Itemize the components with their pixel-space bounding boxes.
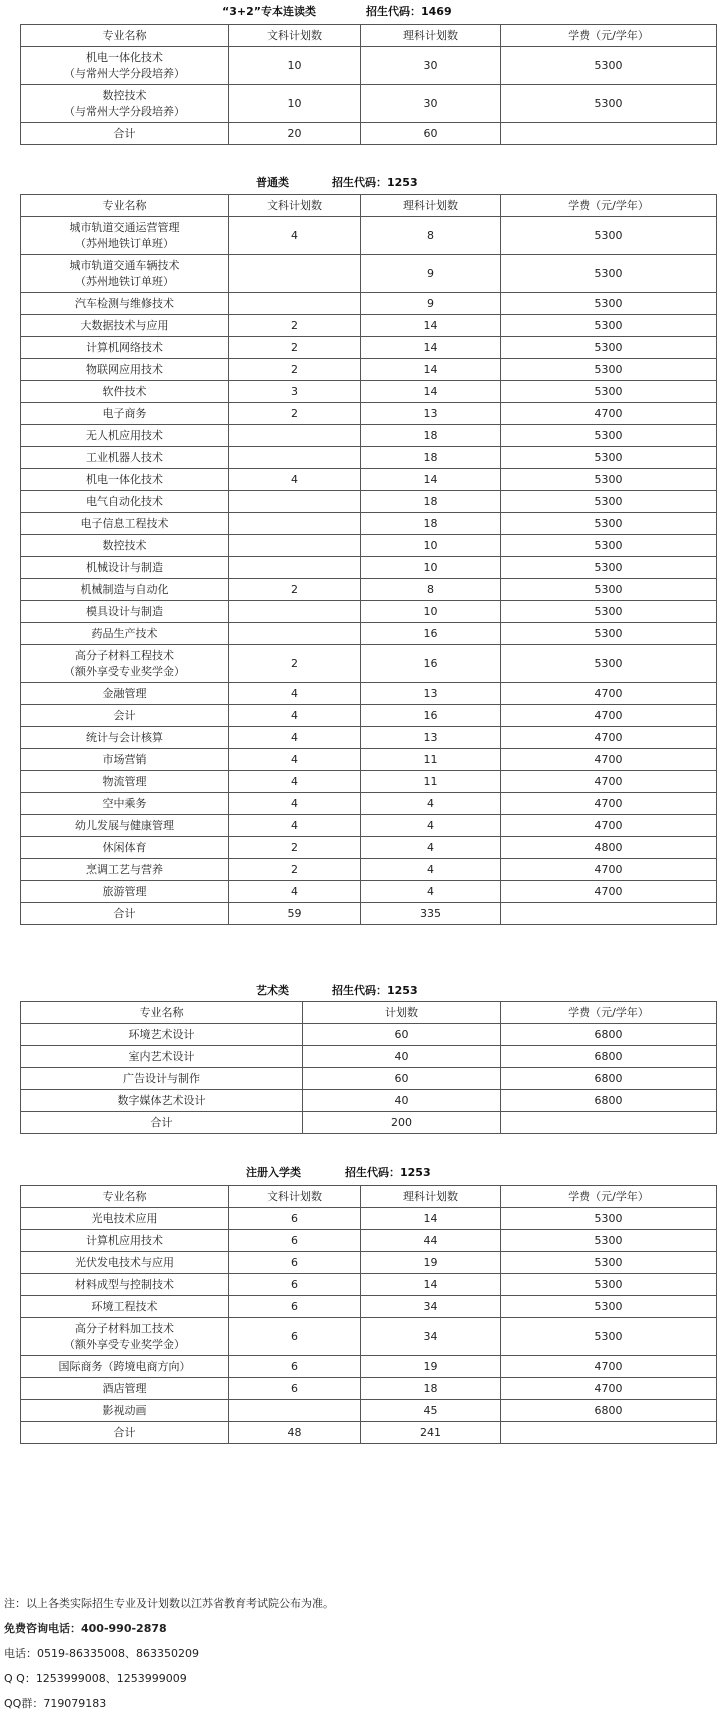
value-cell: 6 — [229, 1296, 361, 1318]
table-body — [21, 25, 717, 145]
value-cell: 11 — [361, 771, 501, 793]
major-name-cell: 计算机网络技术 — [21, 337, 229, 359]
value-cell: 10 — [229, 47, 361, 85]
value-cell: 5300 — [501, 315, 717, 337]
header-cell: 计划数 — [303, 1002, 501, 1024]
value-cell: 9 — [361, 255, 501, 293]
table-row — [21, 1230, 717, 1252]
value-cell: 5300 — [501, 579, 717, 601]
table-row — [21, 315, 717, 337]
value-cell: 4700 — [501, 749, 717, 771]
value-cell: 6800 — [501, 1068, 717, 1090]
value-cell: 6 — [229, 1356, 361, 1378]
value-cell: 14 — [361, 1274, 501, 1296]
value-cell: 4700 — [501, 793, 717, 815]
value-cell: 13 — [361, 403, 501, 425]
table-row — [21, 601, 717, 623]
value-cell: 16 — [361, 645, 501, 683]
value-cell: 4 — [229, 705, 361, 727]
value-cell: 13 — [361, 727, 501, 749]
value-cell — [229, 513, 361, 535]
value-cell: 4700 — [501, 1378, 717, 1400]
table-row — [21, 337, 717, 359]
major-name-cell: 机械制造与自动化 — [21, 579, 229, 601]
major-name-cell: 计算机应用技术 — [21, 1230, 229, 1252]
value-cell: 18 — [361, 447, 501, 469]
value-cell: 18 — [361, 491, 501, 513]
value-cell: 5300 — [501, 623, 717, 645]
table-row — [21, 123, 717, 145]
value-cell: 4 — [229, 771, 361, 793]
major-name-cell: 市场营销 — [21, 749, 229, 771]
table-row — [21, 1318, 717, 1356]
value-cell: 45 — [361, 1400, 501, 1422]
value-cell: 19 — [361, 1252, 501, 1274]
value-cell: 4700 — [501, 1356, 717, 1378]
value-cell: 14 — [361, 469, 501, 491]
section-name: “3+2”专本连读类 — [222, 5, 316, 18]
header-cell: 文科计划数 — [229, 195, 361, 217]
table-row — [21, 623, 717, 645]
table-row — [21, 645, 717, 683]
table-general — [20, 194, 717, 925]
header-cell: 专业名称 — [21, 25, 229, 47]
value-cell: 44 — [361, 1230, 501, 1252]
value-cell: 60 — [303, 1068, 501, 1090]
table-row — [21, 683, 717, 705]
value-cell: 5300 — [501, 1230, 717, 1252]
phone-text: 电话：0519-86335008、863350209 — [4, 1647, 199, 1660]
value-cell: 16 — [361, 623, 501, 645]
table-header-row — [21, 25, 717, 47]
table-row — [21, 1090, 717, 1112]
value-cell: 4 — [361, 837, 501, 859]
table-row — [21, 815, 717, 837]
value-cell: 5300 — [501, 1318, 717, 1356]
value-cell: 14 — [361, 1208, 501, 1230]
value-cell — [229, 425, 361, 447]
major-name-cell: 休闲体育 — [21, 837, 229, 859]
major-name-cell: 旅游管理 — [21, 881, 229, 903]
section-name: 注册入学类 — [246, 1166, 301, 1179]
value-cell: 4 — [229, 793, 361, 815]
value-cell: 5300 — [501, 293, 717, 315]
major-name-cell: 电子信息工程技术 — [21, 513, 229, 535]
value-cell — [229, 623, 361, 645]
table-row — [21, 727, 717, 749]
value-cell — [501, 123, 717, 145]
major-name-cell: 环境工程技术 — [21, 1296, 229, 1318]
table-row — [21, 859, 717, 881]
table-body — [21, 195, 717, 925]
value-cell: 6800 — [501, 1090, 717, 1112]
value-cell: 9 — [361, 293, 501, 315]
major-name-cell: 影视动画 — [21, 1400, 229, 1422]
header-cell: 专业名称 — [21, 1186, 229, 1208]
value-cell: 5300 — [501, 1252, 717, 1274]
value-cell: 5300 — [501, 601, 717, 623]
major-name-cell: 烹调工艺与营养 — [21, 859, 229, 881]
table-row — [21, 469, 717, 491]
major-name-cell: 金融管理 — [21, 683, 229, 705]
major-name-cell: 国际商务（跨境电商方向） — [21, 1356, 229, 1378]
major-name-cell: 幼儿发展与健康管理 — [21, 815, 229, 837]
value-cell: 60 — [361, 123, 501, 145]
table-art — [20, 1001, 717, 1134]
table-row — [21, 491, 717, 513]
header-cell: 学费（元/学年） — [501, 1186, 717, 1208]
value-cell: 10 — [361, 535, 501, 557]
value-cell: 5300 — [501, 359, 717, 381]
value-cell: 4700 — [501, 771, 717, 793]
value-cell: 19 — [361, 1356, 501, 1378]
value-cell: 5300 — [501, 1296, 717, 1318]
hotline-text: 免费咨询电话：400-990-2878 — [4, 1622, 167, 1635]
value-cell: 5300 — [501, 645, 717, 683]
table-row — [21, 425, 717, 447]
value-cell: 16 — [361, 705, 501, 727]
value-cell: 59 — [229, 903, 361, 925]
table-row — [21, 255, 717, 293]
value-cell: 4800 — [501, 837, 717, 859]
table-row — [21, 1024, 717, 1046]
table-row — [21, 403, 717, 425]
table-row — [21, 903, 717, 925]
value-cell: 5300 — [501, 337, 717, 359]
value-cell: 5300 — [501, 47, 717, 85]
table-row — [21, 793, 717, 815]
value-cell: 6800 — [501, 1024, 717, 1046]
major-name-cell: 统计与会计核算 — [21, 727, 229, 749]
value-cell: 11 — [361, 749, 501, 771]
value-cell: 5300 — [501, 469, 717, 491]
major-name-cell: 高分子材料加工技术 （额外享受专业奖学金） — [21, 1318, 229, 1356]
major-name-cell: 城市轨道交通车辆技术 （苏州地铁订单班） — [21, 255, 229, 293]
value-cell: 4700 — [501, 859, 717, 881]
value-cell: 335 — [361, 903, 501, 925]
value-cell: 5300 — [501, 1274, 717, 1296]
major-name-cell: 无人机应用技术 — [21, 425, 229, 447]
table-row — [21, 1274, 717, 1296]
value-cell: 5300 — [501, 255, 717, 293]
value-cell: 4 — [361, 815, 501, 837]
value-cell: 40 — [303, 1090, 501, 1112]
major-name-cell: 工业机器人技术 — [21, 447, 229, 469]
section-name: 艺术类 — [256, 984, 289, 997]
value-cell: 4700 — [501, 403, 717, 425]
value-cell: 20 — [229, 123, 361, 145]
header-cell: 文科计划数 — [229, 1186, 361, 1208]
value-cell: 14 — [361, 381, 501, 403]
major-name-cell: 材料成型与控制技术 — [21, 1274, 229, 1296]
table-row — [21, 1208, 717, 1230]
value-cell: 6 — [229, 1230, 361, 1252]
value-cell: 40 — [303, 1046, 501, 1068]
value-cell: 5300 — [501, 1208, 717, 1230]
value-cell — [501, 1422, 717, 1444]
table-header-row — [21, 195, 717, 217]
footer-notes — [4, 1596, 334, 1721]
value-cell: 5300 — [501, 535, 717, 557]
value-cell: 2 — [229, 859, 361, 881]
value-cell: 34 — [361, 1296, 501, 1318]
major-name-cell: 合计 — [21, 1422, 229, 1444]
major-name-cell: 光伏发电技术与应用 — [21, 1252, 229, 1274]
table-row — [21, 359, 717, 381]
table-row — [21, 771, 717, 793]
table-row — [21, 1296, 717, 1318]
table-row — [21, 557, 717, 579]
major-name-cell: 数控技术 （与常州大学分段培养） — [21, 85, 229, 123]
table-row — [21, 447, 717, 469]
table-row — [21, 85, 717, 123]
value-cell: 5300 — [501, 425, 717, 447]
value-cell: 4 — [229, 815, 361, 837]
major-name-cell: 软件技术 — [21, 381, 229, 403]
value-cell — [229, 293, 361, 315]
value-cell: 34 — [361, 1318, 501, 1356]
value-cell: 4700 — [501, 727, 717, 749]
value-cell — [229, 255, 361, 293]
value-cell: 4700 — [501, 881, 717, 903]
value-cell: 4700 — [501, 815, 717, 837]
value-cell — [229, 447, 361, 469]
value-cell: 2 — [229, 645, 361, 683]
value-cell: 14 — [361, 359, 501, 381]
table-body — [21, 1186, 717, 1444]
value-cell: 8 — [361, 217, 501, 255]
table-row — [21, 513, 717, 535]
table-row — [21, 881, 717, 903]
major-name-cell: 合计 — [21, 903, 229, 925]
value-cell: 200 — [303, 1112, 501, 1134]
major-name-cell: 会计 — [21, 705, 229, 727]
table-row — [21, 1112, 717, 1134]
table-row — [21, 381, 717, 403]
table-row — [21, 293, 717, 315]
major-name-cell: 模具设计与制造 — [21, 601, 229, 623]
value-cell: 14 — [361, 315, 501, 337]
value-cell: 18 — [361, 513, 501, 535]
value-cell: 18 — [361, 425, 501, 447]
table-row — [21, 1046, 717, 1068]
value-cell — [229, 601, 361, 623]
value-cell: 5300 — [501, 447, 717, 469]
major-name-cell: 物流管理 — [21, 771, 229, 793]
value-cell: 4 — [361, 859, 501, 881]
header-cell: 理科计划数 — [361, 195, 501, 217]
table-row — [21, 1400, 717, 1422]
value-cell: 5300 — [501, 85, 717, 123]
qq-group-text: QQ群：719079183 — [4, 1697, 107, 1710]
table-registration — [20, 1185, 717, 1444]
header-cell: 学费（元/学年） — [501, 1002, 717, 1024]
table-row — [21, 1356, 717, 1378]
major-name-cell: 高分子材料工程技术 （额外享受专业奖学金） — [21, 645, 229, 683]
section-code: 招生代码：1253 — [345, 1166, 431, 1179]
table-row — [21, 579, 717, 601]
value-cell: 4 — [229, 217, 361, 255]
value-cell: 6 — [229, 1318, 361, 1356]
major-name-cell: 城市轨道交通运营管理 （苏州地铁订单班） — [21, 217, 229, 255]
header-cell: 学费（元/学年） — [501, 195, 717, 217]
value-cell: 5300 — [501, 491, 717, 513]
major-name-cell: 大数据技术与应用 — [21, 315, 229, 337]
value-cell: 2 — [229, 315, 361, 337]
value-cell: 4 — [361, 793, 501, 815]
major-name-cell: 物联网应用技术 — [21, 359, 229, 381]
value-cell: 8 — [361, 579, 501, 601]
major-name-cell: 汽车检测与维修技术 — [21, 293, 229, 315]
value-cell: 10 — [361, 601, 501, 623]
value-cell — [229, 557, 361, 579]
value-cell: 4 — [361, 881, 501, 903]
major-name-cell: 合计 — [21, 1112, 303, 1134]
value-cell: 5300 — [501, 217, 717, 255]
major-name-cell: 电子商务 — [21, 403, 229, 425]
table-row — [21, 837, 717, 859]
major-name-cell: 数控技术 — [21, 535, 229, 557]
value-cell: 4700 — [501, 683, 717, 705]
section-code: 招生代码：1253 — [332, 984, 418, 997]
table-header-row — [21, 1186, 717, 1208]
value-cell: 10 — [361, 557, 501, 579]
major-name-cell: 数字媒体艺术设计 — [21, 1090, 303, 1112]
major-name-cell: 药品生产技术 — [21, 623, 229, 645]
header-cell: 专业名称 — [21, 1002, 303, 1024]
value-cell: 2 — [229, 579, 361, 601]
table-row — [21, 749, 717, 771]
value-cell: 6 — [229, 1252, 361, 1274]
table-row — [21, 1422, 717, 1444]
value-cell: 5300 — [501, 557, 717, 579]
table-row — [21, 535, 717, 557]
value-cell: 2 — [229, 359, 361, 381]
value-cell: 6 — [229, 1208, 361, 1230]
major-name-cell: 光电技术应用 — [21, 1208, 229, 1230]
value-cell: 4 — [229, 469, 361, 491]
value-cell: 48 — [229, 1422, 361, 1444]
major-name-cell: 广告设计与制作 — [21, 1068, 303, 1090]
major-name-cell: 电气自动化技术 — [21, 491, 229, 513]
value-cell: 4 — [229, 727, 361, 749]
header-cell: 理科计划数 — [361, 25, 501, 47]
table-row — [21, 217, 717, 255]
value-cell: 13 — [361, 683, 501, 705]
table-body — [21, 1002, 717, 1134]
major-name-cell: 机械设计与制造 — [21, 557, 229, 579]
section-code: 招生代码：1253 — [332, 176, 418, 189]
value-cell: 4 — [229, 683, 361, 705]
header-cell: 专业名称 — [21, 195, 229, 217]
value-cell: 241 — [361, 1422, 501, 1444]
value-cell: 4 — [229, 749, 361, 771]
table-row — [21, 1068, 717, 1090]
value-cell: 10 — [229, 85, 361, 123]
value-cell: 6 — [229, 1274, 361, 1296]
major-name-cell: 酒店管理 — [21, 1378, 229, 1400]
value-cell: 18 — [361, 1378, 501, 1400]
value-cell — [229, 491, 361, 513]
table-row — [21, 1378, 717, 1400]
value-cell: 6800 — [501, 1400, 717, 1422]
major-name-cell: 机电一体化技术 （与常州大学分段培养） — [21, 47, 229, 85]
value-cell: 30 — [361, 47, 501, 85]
value-cell: 6 — [229, 1378, 361, 1400]
value-cell — [501, 903, 717, 925]
value-cell: 2 — [229, 403, 361, 425]
header-cell: 学费（元/学年） — [501, 25, 717, 47]
value-cell: 2 — [229, 337, 361, 359]
value-cell: 60 — [303, 1024, 501, 1046]
major-name-cell: 室内艺术设计 — [21, 1046, 303, 1068]
value-cell: 30 — [361, 85, 501, 123]
major-name-cell: 环境艺术设计 — [21, 1024, 303, 1046]
value-cell: 4 — [229, 881, 361, 903]
header-cell: 理科计划数 — [361, 1186, 501, 1208]
value-cell — [229, 1400, 361, 1422]
qq-text: Q Q：1253999008、1253999009 — [4, 1672, 187, 1685]
value-cell: 5300 — [501, 381, 717, 403]
value-cell: 3 — [229, 381, 361, 403]
table-row — [21, 1252, 717, 1274]
value-cell: 14 — [361, 337, 501, 359]
major-name-cell: 合计 — [21, 123, 229, 145]
value-cell: 4700 — [501, 705, 717, 727]
section-name: 普通类 — [256, 176, 289, 189]
major-name-cell: 机电一体化技术 — [21, 469, 229, 491]
section-code: 招生代码：1469 — [366, 5, 452, 18]
table-row — [21, 705, 717, 727]
value-cell — [501, 1112, 717, 1134]
major-name-cell: 空中乘务 — [21, 793, 229, 815]
value-cell: 5300 — [501, 513, 717, 535]
table-row — [21, 47, 717, 85]
value-cell: 6800 — [501, 1046, 717, 1068]
header-cell: 文科计划数 — [229, 25, 361, 47]
table-3plus2 — [20, 24, 717, 145]
value-cell: 2 — [229, 837, 361, 859]
note-text: 注：以上各类实际招生专业及计划数以江苏省教育考试院公布为准。 — [4, 1597, 334, 1610]
table-header-row — [21, 1002, 717, 1024]
value-cell — [229, 535, 361, 557]
